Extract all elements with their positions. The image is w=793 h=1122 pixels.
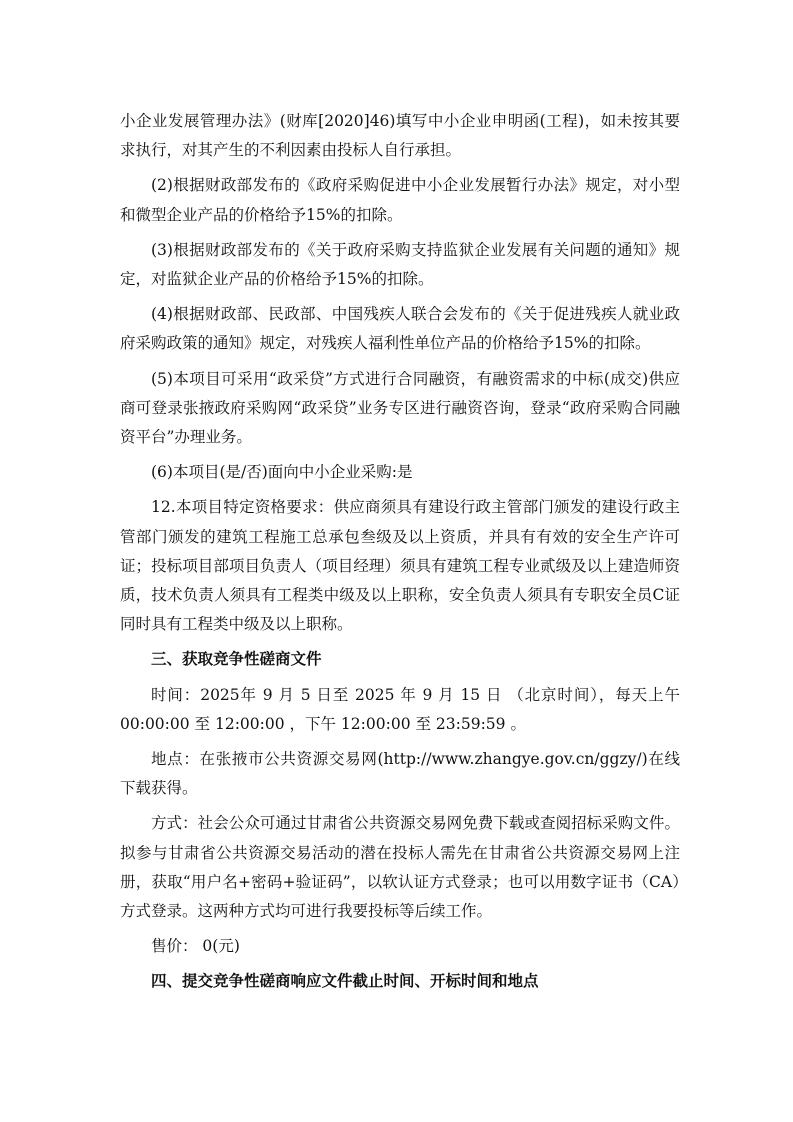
section-3-price: 售价： 0(元)	[151, 937, 240, 956]
paragraph-item-4: (4)根据财政部、民政部、中国残疾人联合会发布的《关于促进残疾人就业政府采购政策的通知》规定，对残疾人福利性单位产品的价格给予15%的扣除。	[120, 305, 680, 353]
paragraph-item-5: (5)本项目可采用“政采贷”方式进行合同融资，有融资需求的中标(成交)供应商可登录张掖政府采购网“政采贷”业务专区进行融资咨询，登录“政府采购合同融资平台”办理业务。	[120, 369, 680, 447]
paragraph-continuation: 小企业发展管理办法》(财库[2020]46)填写中小企业申明函(工程)，如未按其要求执行，对其产生的不利因素由投标人自行承担。	[120, 112, 680, 160]
section-4-heading: 四、提交竞争性磋商响应文件截止时间、开标时间和地点	[151, 972, 539, 991]
section-3-location: 地点：在张掖市公共资源交易网(http://www.zhangye.gov.cn/ggzy/)在线下载获得。	[120, 750, 680, 798]
section-3-time: 时间：2025年 9 月 5 日至 2025 年 9 月 15 日 （北京时间），每天上午 00:00:00 至 12:00:00 ，下午 12:00:00 至 23:59:59 。	[120, 685, 680, 733]
paragraph-item-12: 12.本项目特定资格要求：供应商须具有建设行政主管部门颁发的建设行政主管部门颁发的建筑工程施工总承包叁级及以上资质，并具有有效的安全生产许可证；投标项目部项目负责人（项目经理）须具有建筑工程专业贰级及以上建造师资质，技术负责人须具有工程类中级及以上职称，安全负责人须具有专职安全员C证同时具有工程类中级及以上职称。	[120, 498, 680, 634]
paragraph-item-2: (2)根据财政部发布的《政府采购促进中小企业发展暂行办法》规定，对小型和微型企业产品的价格给予15%的扣除。	[120, 176, 680, 224]
paragraph-item-6: (6)本项目(是/否)面向中小企业采购:是	[151, 463, 413, 482]
document-body	[120, 107, 680, 1003]
section-3-heading: 三、获取竞争性磋商文件	[151, 650, 322, 669]
paragraph-item-3: (3)根据财政部发布的《关于政府采购支持监狱企业发展有关问题的通知》规定，对监狱企业产品的价格给予15%的扣除。	[120, 240, 680, 289]
section-3-method: 方式：社会公众可通过甘肃省公共资源交易网免费下载或查阅招标采购文件。拟参与甘肃省公共资源交易活动的潜在投标人需先在甘肃省公共资源交易网上注册，获取“用户名+密码+验证码”，以软认证方式登录；也可以用数字证书（CA）方式登录。这两种方式均可进行我要投标等后续工作。	[120, 814, 680, 921]
